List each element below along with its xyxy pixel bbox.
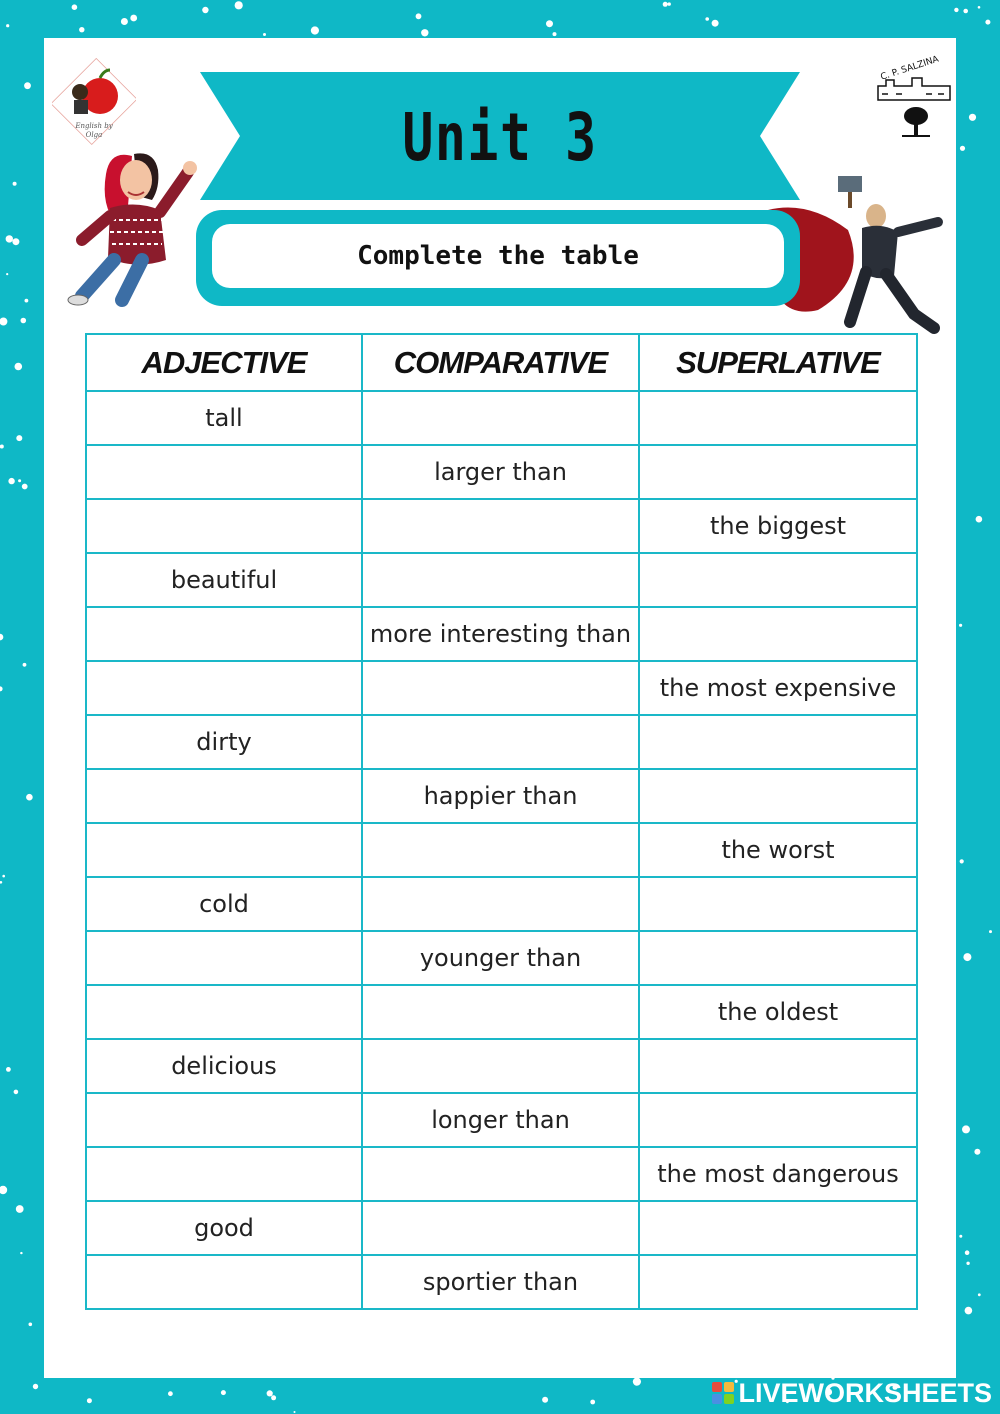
column-header-adjective: ADJECTIVE [86, 334, 362, 391]
adjective-answer-cell[interactable] [86, 445, 362, 499]
comparative-answer-cell[interactable] [362, 391, 639, 445]
table-row [86, 1039, 917, 1093]
table-row [86, 877, 917, 931]
comparative-answer-cell[interactable] [362, 985, 639, 1039]
comparative-cell: more interesting than [362, 607, 639, 661]
girl-avatar-illustration [50, 136, 210, 311]
adjective-cell: delicious [86, 1039, 362, 1093]
superlative-cell: the worst [639, 823, 917, 877]
english-by-olga-logo [52, 56, 136, 148]
table-row [86, 1093, 917, 1147]
school-logo [872, 50, 956, 142]
comparative-answer-cell[interactable] [362, 1201, 639, 1255]
page-title: Unit 3 [402, 99, 598, 176]
adjective-cell: cold [86, 877, 362, 931]
instruction-text: Complete the table [357, 241, 639, 271]
comparative-cell: larger than [362, 445, 639, 499]
adjective-answer-cell[interactable] [86, 1255, 362, 1309]
table-row [86, 1147, 917, 1201]
superlative-answer-cell[interactable] [639, 607, 917, 661]
superlative-answer-cell[interactable] [639, 1255, 917, 1309]
superlative-cell: the oldest [639, 985, 917, 1039]
adjective-answer-cell[interactable] [86, 1093, 362, 1147]
superlative-answer-cell[interactable] [639, 1093, 917, 1147]
adjective-cell: dirty [86, 715, 362, 769]
superlative-cell: the most expensive [639, 661, 917, 715]
table-row [86, 607, 917, 661]
comparative-cell: happier than [362, 769, 639, 823]
superlative-cell: the most dangerous [639, 1147, 917, 1201]
table-row [86, 445, 917, 499]
liveworksheets-footer [712, 1378, 992, 1408]
adjective-answer-cell[interactable] [86, 499, 362, 553]
comparative-answer-cell[interactable] [362, 1147, 639, 1201]
table-row [86, 769, 917, 823]
adjective-answer-cell[interactable] [86, 823, 362, 877]
table-row [86, 1201, 917, 1255]
table-row [86, 823, 917, 877]
svg-text:C. P. SALZINA: C. P. SALZINA [879, 54, 941, 83]
table-row [86, 391, 917, 445]
liveworksheets-brand: LIVEWORKSHEETS [738, 1377, 992, 1408]
superlative-answer-cell[interactable] [639, 553, 917, 607]
superlative-answer-cell[interactable] [639, 391, 917, 445]
superlative-cell: the biggest [639, 499, 917, 553]
column-header-superlative: SUPERLATIVE [639, 334, 917, 391]
table-row [86, 1255, 917, 1309]
comparative-cell: younger than [362, 931, 639, 985]
liveworksheets-logo-icon [712, 1382, 734, 1404]
comparative-answer-cell[interactable] [362, 661, 639, 715]
adjective-answer-cell[interactable] [86, 607, 362, 661]
superlative-answer-cell[interactable] [639, 769, 917, 823]
table-row [86, 553, 917, 607]
comparatives-table [85, 333, 918, 1310]
comparative-answer-cell[interactable] [362, 1039, 639, 1093]
comparative-answer-cell[interactable] [362, 553, 639, 607]
table-row [86, 931, 917, 985]
comparative-answer-cell[interactable] [362, 499, 639, 553]
superlative-answer-cell[interactable] [639, 931, 917, 985]
superlative-answer-cell[interactable] [639, 445, 917, 499]
superlative-answer-cell[interactable] [639, 877, 917, 931]
column-header-comparative: COMPARATIVE [362, 334, 639, 391]
superlative-answer-cell[interactable] [639, 1201, 917, 1255]
superlative-answer-cell[interactable] [639, 715, 917, 769]
comparative-answer-cell[interactable] [362, 823, 639, 877]
comparative-answer-cell[interactable] [362, 715, 639, 769]
superlative-answer-cell[interactable] [639, 1039, 917, 1093]
adjective-cell: beautiful [86, 553, 362, 607]
adjective-answer-cell[interactable] [86, 931, 362, 985]
adjective-answer-cell[interactable] [86, 661, 362, 715]
comparative-answer-cell[interactable] [362, 877, 639, 931]
adjective-answer-cell[interactable] [86, 769, 362, 823]
comparative-cell: longer than [362, 1093, 639, 1147]
table-row [86, 715, 917, 769]
comparative-cell: sportier than [362, 1255, 639, 1309]
table-row [86, 661, 917, 715]
table-header-row [86, 334, 917, 391]
adjective-cell: good [86, 1201, 362, 1255]
svg-text:Olga: Olga [85, 131, 103, 139]
table-row [86, 985, 917, 1039]
svg-text:English by: English by [75, 122, 113, 130]
table-row [86, 499, 917, 553]
adjective-answer-cell[interactable] [86, 985, 362, 1039]
adjective-cell: tall [86, 391, 362, 445]
adjective-answer-cell[interactable] [86, 1147, 362, 1201]
